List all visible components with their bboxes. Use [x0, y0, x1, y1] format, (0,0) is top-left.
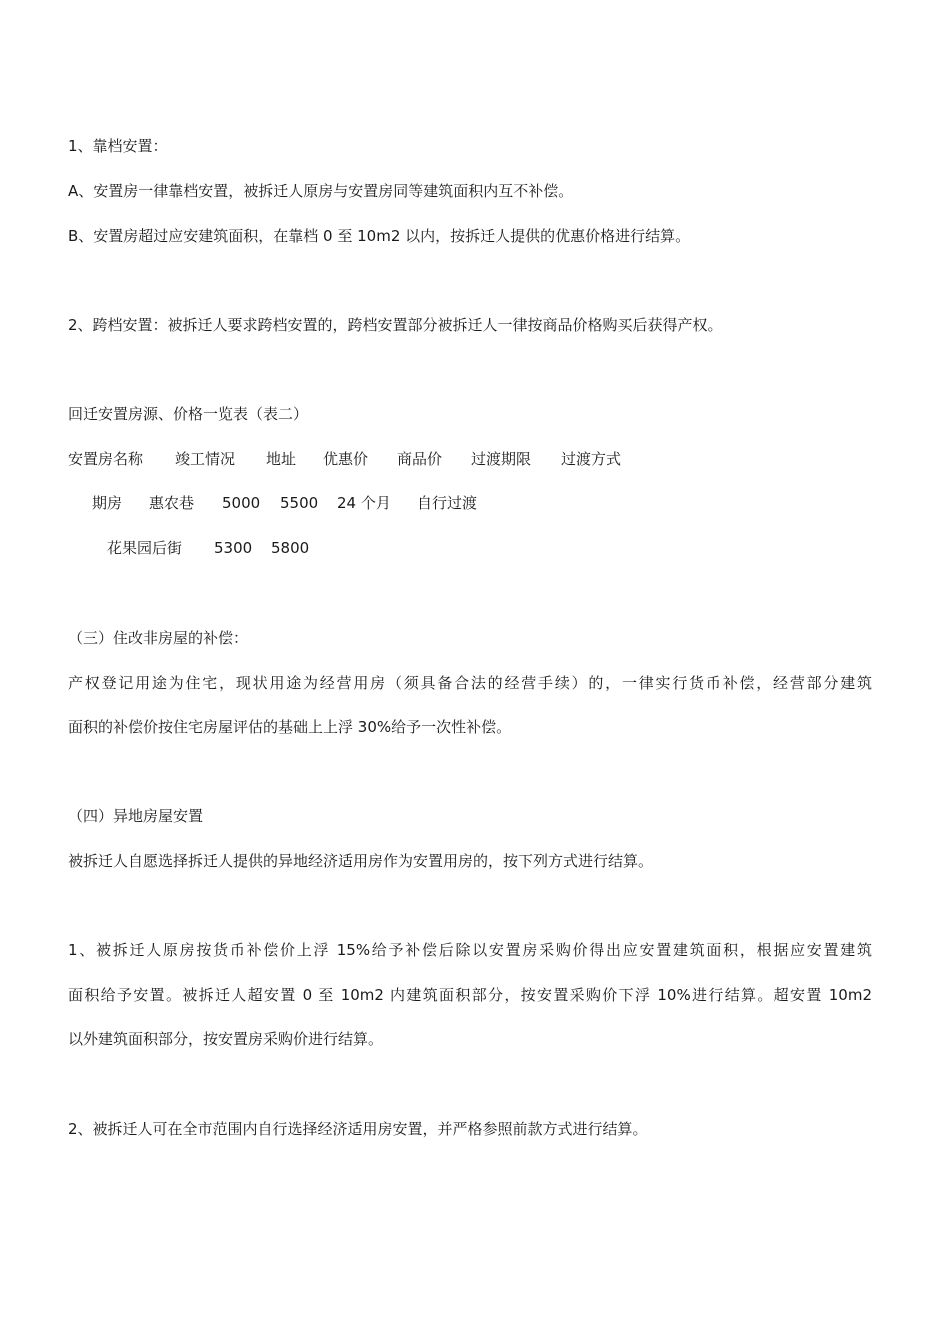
table-header-cell: 过渡方式 — [561, 450, 622, 468]
section1-item-a: A、安置房一律靠档安置，被拆迁人原房与安置房同等建筑面积内互不补偿。 — [68, 182, 574, 200]
section3-title: （三）住改非房屋的补偿： — [68, 629, 249, 647]
section1-title: 1、靠档安置： — [68, 137, 168, 155]
section3-line-2: 面积的补偿价按住宅房屋评估的基础上上浮 30%给予一次性补偿。 — [68, 718, 512, 736]
section4-item2: 2、被拆迁人可在全市范围内自行选择经济适用房安置，并严格参照前款方式进行结算。 — [68, 1120, 648, 1138]
section3-line-1: 产权登记用途为住宅，现状用途为经营用房（须具备合法的经营手续）的，一律实行货币补偿，经营部分建筑 — [68, 674, 872, 692]
table-title: 回迁安置房源、价格一览表（表二） — [68, 405, 309, 423]
table-cell: 5300 — [214, 539, 253, 557]
table-header-cell: 安置房名称 — [68, 450, 144, 468]
table-cell: 24 个月 — [337, 494, 391, 512]
section2-text: 2、跨档安置：被拆迁人要求跨档安置的，跨档安置部分被拆迁人一律按商品价格购买后获得产权。 — [68, 316, 723, 334]
section4-item1-line-2: 面积给予安置。被拆迁人超安置 0 至 10m2 内建筑面积部分，按安置采购价下浮 10%进行结算。超安置 10m2 — [68, 986, 872, 1004]
table-header-cell: 竣工情况 — [175, 450, 236, 468]
table-header-cell: 商品价 — [397, 450, 443, 468]
table-cell: 5800 — [271, 539, 310, 557]
table-cell: 花果园后街 — [107, 539, 183, 557]
table-cell: 自行过渡 — [417, 494, 478, 512]
table-header-cell: 地址 — [266, 450, 297, 468]
section4-item1-line-3: 以外建筑面积部分，按安置房采购价进行结算。 — [68, 1030, 384, 1048]
table-cell: 期房 — [92, 494, 123, 512]
section4-item1-line-1: 1、被拆迁人原房按货币补偿价上浮 15%给予补偿后除以安置房采购价得出应安置建筑面积，根据应安置建筑 — [68, 941, 872, 959]
section4-title: （四）异地房屋安置 — [68, 807, 204, 825]
table-header-cell: 过渡期限 — [471, 450, 532, 468]
table-cell: 5000 — [222, 494, 261, 512]
section1-item-b: B、安置房超过应安建筑面积，在靠档 0 至 10m2 以内，按拆迁人提供的优惠价格进行结算。 — [68, 227, 691, 245]
table-cell: 5500 — [280, 494, 319, 512]
table-cell: 惠农巷 — [149, 494, 195, 512]
section4-intro: 被拆迁人自愿选择拆迁人提供的异地经济适用房作为安置用房的，按下列方式进行结算。 — [68, 852, 654, 870]
table-header-cell: 优惠价 — [323, 450, 369, 468]
